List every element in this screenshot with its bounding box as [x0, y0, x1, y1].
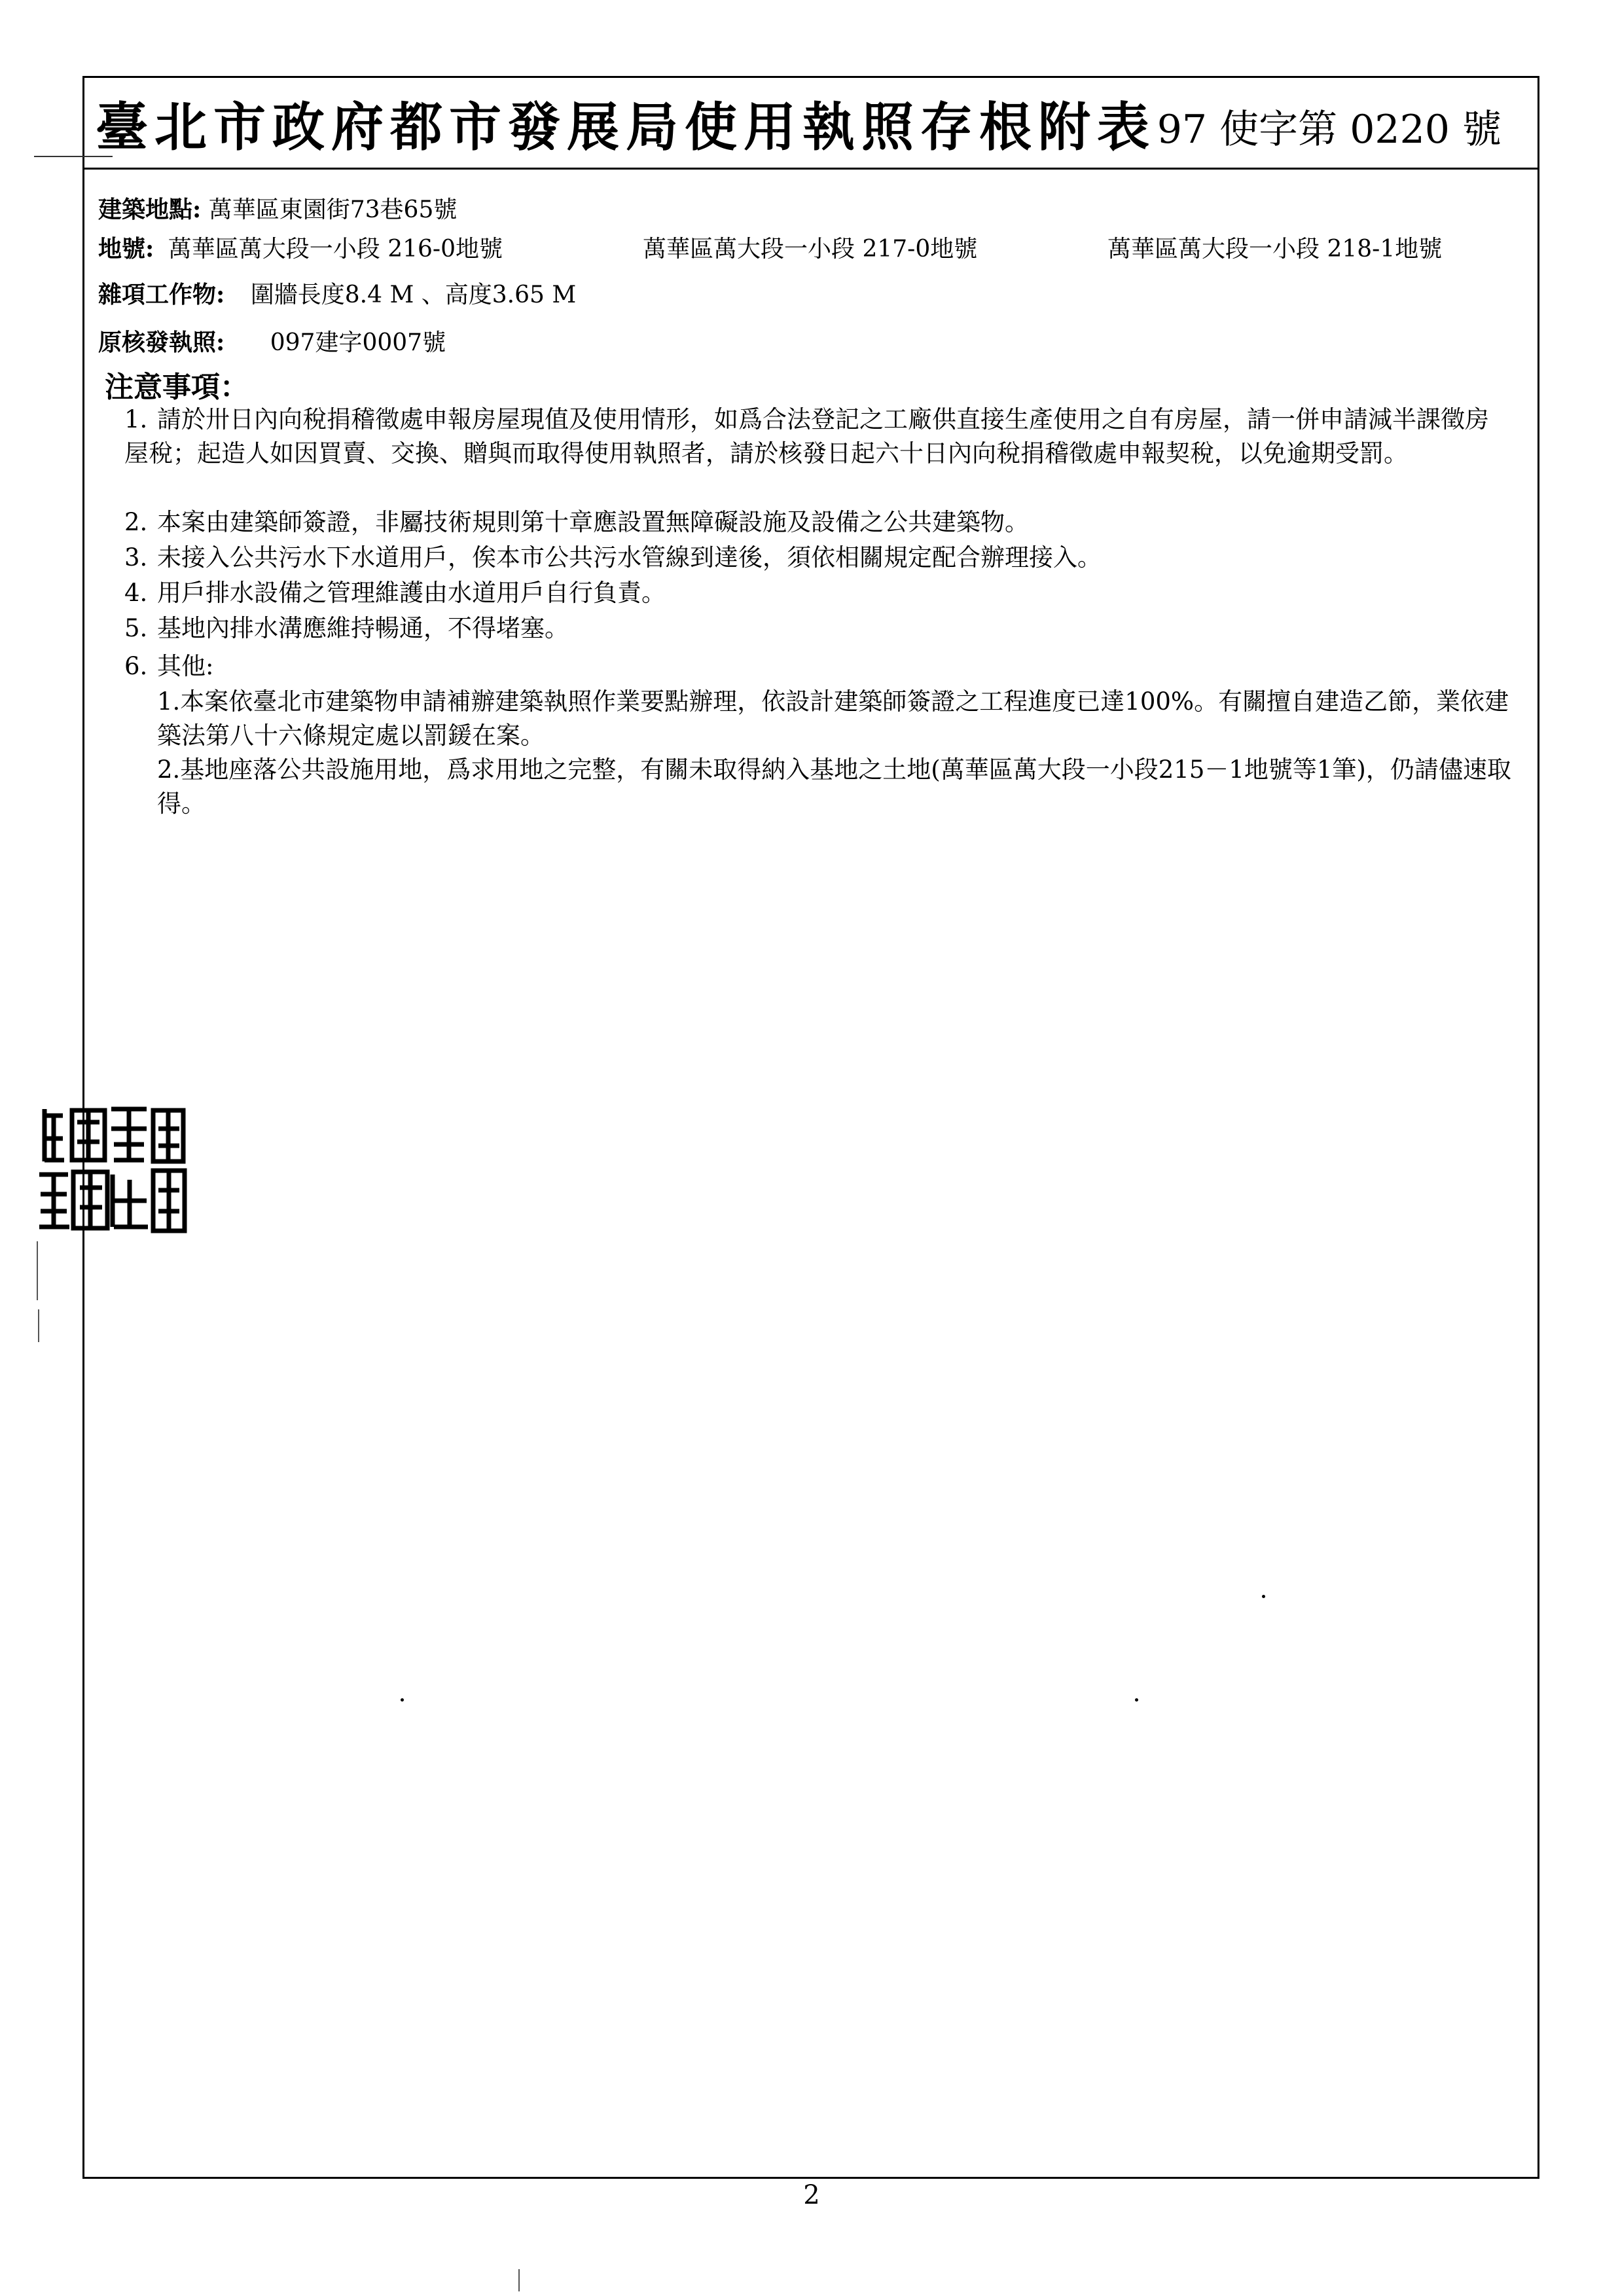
- lot-value-3: 萬華區萬大段一小段 218-1地號: [1107, 236, 1443, 263]
- misc-value: 圍牆長度8.4 M 、高度3.65 M: [250, 282, 577, 308]
- note-item: 5. 基地內排水溝應維持暢通，不得堵塞。: [124, 614, 569, 642]
- note-item: 6. 其他:: [124, 652, 214, 680]
- orig-permit-value: 097建字0007號: [270, 329, 446, 356]
- orig-permit-label: 原核發執照:: [98, 329, 225, 356]
- title-divider: [82, 168, 1539, 170]
- document-title: 臺北市政府都市發展局使用執照存根附表: [96, 96, 1156, 158]
- note-item: 1. 請於卅日內向稅捐稽徵處申報房屋現值及使用情形，如爲合法登記之工廠供直接生產使用之自有房屋，請一併申請減半課徵房屋稅；起造人如因買賣、交換、贈與而取得使用執照者，請於核發日起六十日內向稅捐稽徵處申報契稅，以免逾期受罰。: [124, 405, 1489, 467]
- lot-value-2: 萬華區萬大段一小段 217-0地號: [643, 236, 978, 263]
- note-item: 4. 用戶排水設備之管理維護由水道用戶自行負責。: [124, 579, 666, 607]
- scan-mark: [37, 1241, 38, 1300]
- note-item: 3. 未接入公共污水下水道用戶，俟本市公共污水管線到達後，須依相關規定配合辦理接入。: [124, 543, 1102, 572]
- scan-mark: [38, 1309, 39, 1342]
- misc-row: [98, 276, 576, 310]
- site-row: [98, 191, 457, 225]
- scan-mark: [518, 2269, 520, 2291]
- other-item: 2.基地座落公共設施用地，爲求用地之完整，有關未取得納入基地之土地(萬華區萬大段一小段215－1地號等1筆)，仍請儘速取得。: [157, 756, 1511, 818]
- lot-label: 地號:: [98, 235, 154, 263]
- page-number: 2: [803, 2180, 820, 2210]
- page-frame: [82, 76, 1539, 2179]
- site-value: 萬華區東園街73巷65號: [208, 196, 458, 223]
- scan-dot: [1262, 1595, 1265, 1598]
- orig-permit-row: [98, 324, 446, 357]
- note-item: 2. 本案由建築師簽證，非屬技術規則第十章應設置無障礙設施及設備之公共建築物。: [124, 508, 1029, 536]
- lot-value-1: 萬華區萬大段一小段 216-0地號: [168, 236, 503, 263]
- site-label: 建築地點:: [98, 196, 202, 223]
- scan-dot: [1135, 1698, 1138, 1702]
- scan-dot: [401, 1698, 404, 1702]
- other-item: 1.本案依臺北市建築物申請補辦建築執照作業要點辦理，依設計建築師簽證之工程進度已達100%。有關擅自建造乙節，業依建築法第八十六條規定處以罰鍰在案。: [157, 687, 1509, 750]
- misc-label: 雜項工作物:: [98, 281, 225, 308]
- notes-heading: 注意事項：: [105, 371, 249, 404]
- permit-number: 97 使字第 0220 號: [1157, 107, 1501, 153]
- official-seal-stamp: [31, 1102, 189, 1233]
- lot-row: [98, 230, 1473, 264]
